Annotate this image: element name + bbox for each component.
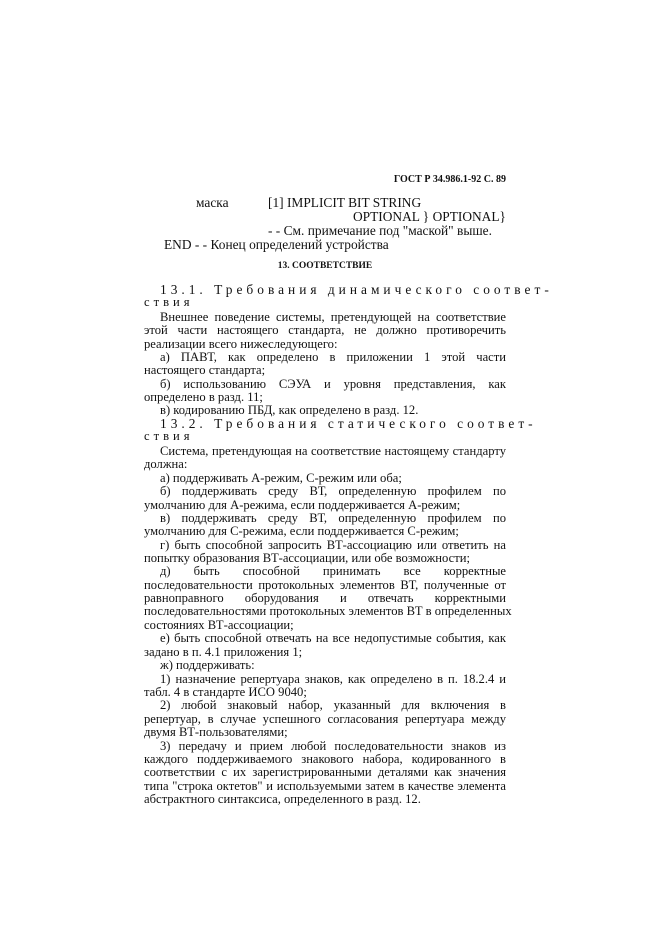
text-line: б) использованию СЭУА и уровня представления, как	[160, 377, 506, 391]
text-line: попытку образования ВТ-ассоциации, или обе возможности;	[144, 551, 470, 565]
text-line: абстрактного синтаксиса, определенного в разд. 12.	[144, 792, 421, 806]
text-line: 1) назначение репертуара знаков, как определено в п. 18.2.4 и	[160, 672, 506, 686]
text-line: б) поддерживать среду ВТ, определенную профилем по	[160, 484, 506, 498]
text-line: реализации всего нижеследующего:	[144, 337, 338, 351]
text-line: а) поддерживать А-режим, С-режим или оба;	[160, 471, 402, 485]
code-mask-value: [1] IMPLICIT BIT STRING	[268, 195, 422, 210]
text-line: г) быть способной запросить ВТ-ассоциацию или ответить на	[160, 538, 506, 552]
text-line: определено в разд. 11;	[144, 390, 263, 404]
text-line: двумя ВТ-пользователями;	[144, 725, 288, 739]
code-comment: - - См. примечание под "маской" выше.	[268, 223, 492, 238]
text-line: 13.2. Требования статического соответ-	[160, 416, 537, 431]
text-line: е) быть способной отвечать на все недопустимые события, как	[160, 631, 506, 645]
text-line: 13.1. Требования динамического соответ-	[160, 282, 553, 297]
section-title: 13. СООТВЕТСТВИЕ	[277, 261, 373, 271]
text-line: состояниях ВТ-ассоциации;	[144, 618, 294, 632]
text-line: в) кодированию ПБД, как определено в разд. 12.	[160, 403, 419, 417]
text-line: табл. 4 в стандарте ИСО 9040;	[144, 685, 307, 699]
text-line: Внешнее поведение системы, претендующей на соответствие	[160, 310, 506, 324]
text-line: д) быть способной принимать все корректные	[160, 564, 506, 578]
text-line: 2) любой знаковый набор, указанный для включения в	[160, 698, 506, 712]
text-line: а) ПАВТ, как определено в приложении 1 этой части	[160, 350, 506, 364]
text-line: 3) передачу и прием любой последовательности знаков из	[160, 739, 506, 753]
text-line: ствия	[144, 295, 194, 309]
text-line: соответствии с их зарегистрированными деталями как значения	[144, 765, 506, 779]
text-line: этой части настоящего стандарта, не должно противоречить	[144, 323, 506, 337]
text-line: каждого поддерживаемого знакового набора, кодированного в	[144, 752, 506, 766]
code-optional: OPTIONAL } OPTIONAL}	[353, 209, 506, 224]
text-line: должна:	[144, 457, 188, 471]
text-line: умолчанию для А-режима, если поддерживается А-режим;	[144, 498, 461, 512]
text-line: последовательностями протокольных элементов ВТ в определенных	[144, 604, 512, 618]
code-end: END - - Конец определений устройства	[164, 237, 389, 252]
text-line: последовательности протокольных элементов ВТ, полученные от	[144, 578, 506, 592]
code-mask-label: маска	[196, 195, 229, 210]
text-line: умолчанию для С-режима, если поддерживается С-режим;	[144, 524, 459, 538]
text-line: ж) поддерживать:	[160, 658, 255, 672]
text-line: ствия	[144, 429, 194, 443]
text-line: Система, претендующая на соответствие настоящему стандарту	[160, 444, 506, 458]
text-line: типа "строка октетов" и используемыми затем в качестве элемента	[144, 779, 506, 793]
text-line: в) поддерживать среду ВТ, определенную профилем по	[160, 511, 506, 525]
text-line: настоящего стандарта;	[144, 363, 266, 377]
text-line: задано в п. 4.1 приложения 1;	[144, 645, 303, 659]
text-line: равноправного оборудования и отвечать корректными	[144, 591, 506, 605]
page-header: ГОСТ Р 34.986.1-92 С. 89	[393, 174, 506, 185]
text-line: репертуар, в случае успешного согласования репертуара между	[144, 712, 506, 726]
